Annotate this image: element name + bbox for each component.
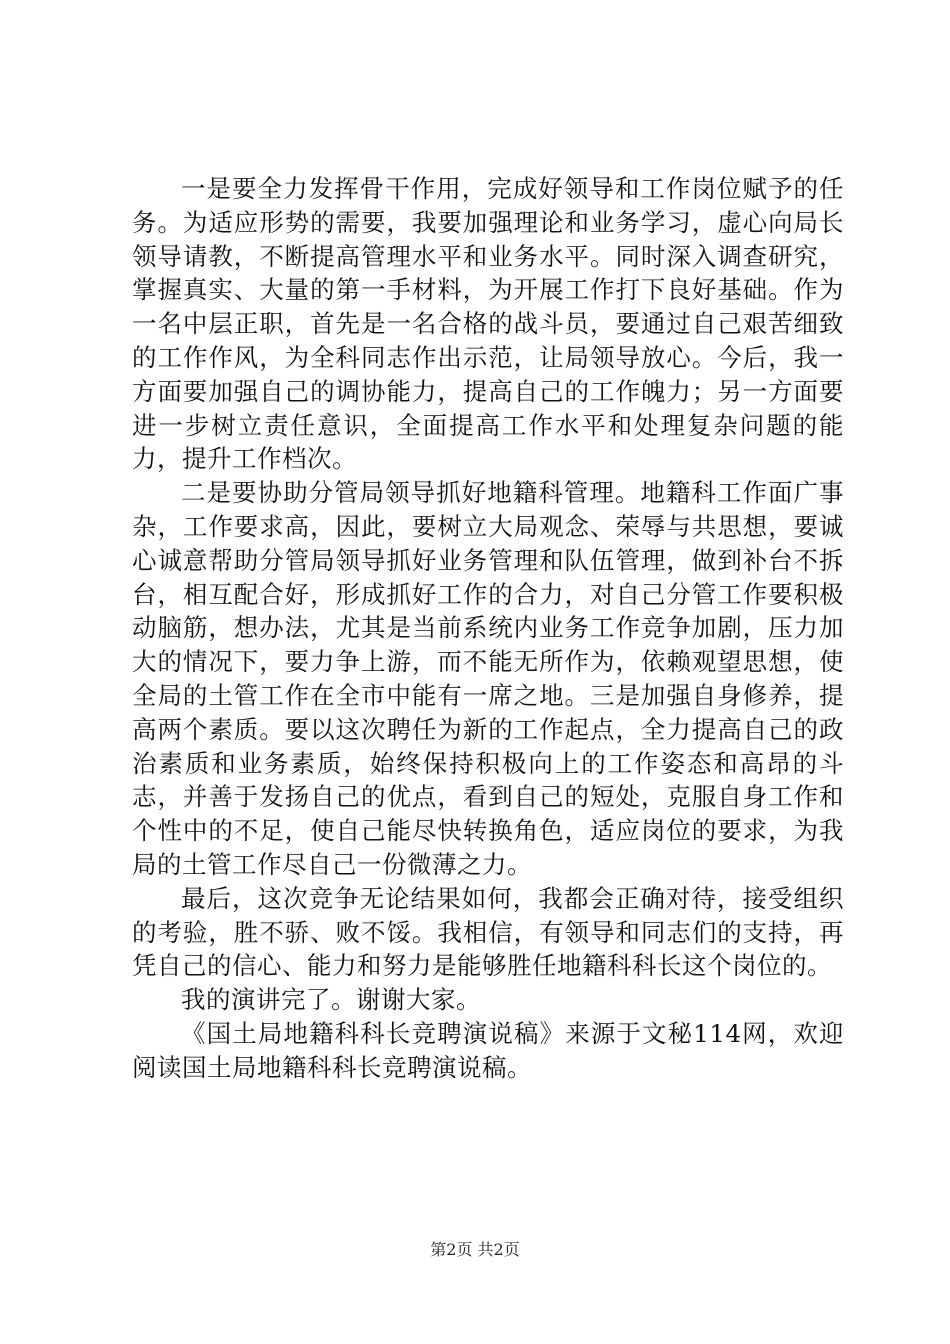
paragraph-assist-management: 二是要协助分管局领导抓好地籍科管理。地籍科工作面广事杂，工作要求高，因此，要树立大局观念、荣辱与共思想，要诚心诚意帮助分管局领导抓好业务管理和队伍管理，做到补台不拆台，相互配合好，形成抓好工作的合力，对自己分管工作要积极动脑筋，想办法，尤其是当前系统内业务工作竞争加剧，压力加大的情况下，要力争上游，而不能无所作为，依赖观望思想，使全局的土管工作在全市中能有一席之地。三是加强自身修养，提高两个素质。要以这次聘任为新的工作起点，全力提高自己的政治素质和业务素质，始终保持积极向上的工作姿态和高昂的斗志，并善于发扬自己的优点，看到自己的短处，克服自身工作和个性中的不足，使自己能尽快转换角色，适应岗位的要求，为我局的土管工作尽自己一份微薄之力。 xyxy=(132,478,844,879)
paragraph-conclusion: 最后，这次竞争无论结果如何，我都会正确对待，接受组织的考验，胜不骄、败不馁。我相信，有领导和同志们的支持，再凭自己的信心、能力和努力是能够胜任地籍科科长这个岗位的。 xyxy=(132,883,844,981)
paragraph-thanks: 我的演讲完了。谢谢大家。 xyxy=(181,985,481,1015)
paragraph-source: 《国土局地籍科科长竞聘演说稿》来源于文秘114网，欢迎阅读国土局地籍科科长竞聘演说稿。 xyxy=(132,1018,844,1082)
document-body xyxy=(132,172,844,1085)
page-footer: 第2页 共2页 xyxy=(430,1240,520,1259)
paragraph-duties: 一是要全力发挥骨干作用，完成好领导和工作岗位赋予的任务。为适应形势的需要，我要加强理论和业务学习，虚心向局长领导请教，不断提高管理水平和业务水平。同时深入调查研究，掌握真实、大量的第一手材料，为开展工作打下良好基础。作为一名中层正职，首先是一名合格的战斗员，要通过自己艰苦细致的工作作风，为全科同志作出示范，让局领导放心。今后，我一方面要加强自己的调协能力，提高自己的工作魄力；另一方面要进一步树立责任意识，全面提高工作水平和处理复杂问题的能力，提升工作档次。 xyxy=(132,174,844,474)
